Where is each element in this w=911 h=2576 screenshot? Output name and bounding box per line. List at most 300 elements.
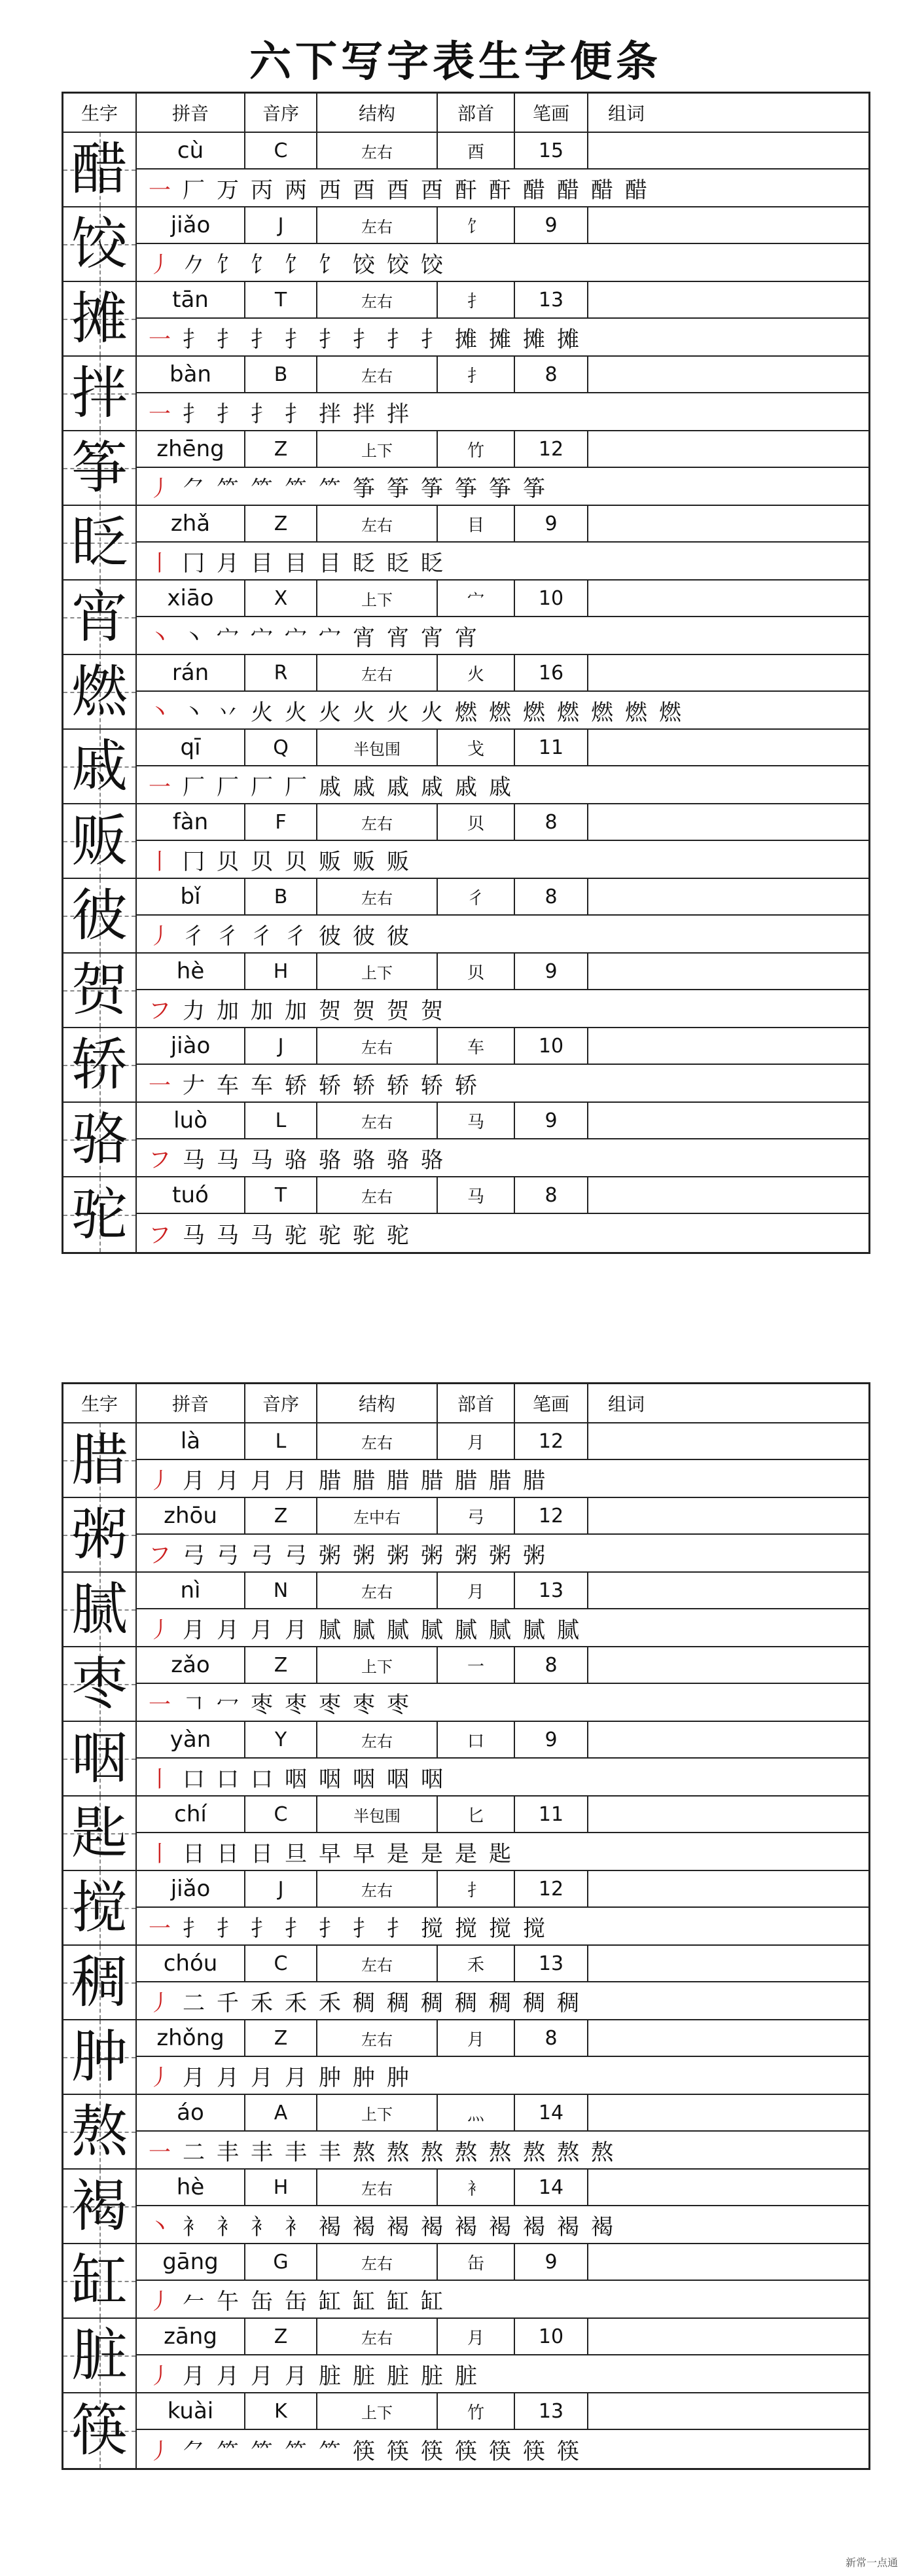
stroke-step: 缸 xyxy=(421,2288,443,2315)
stroke-count-cell: 14 xyxy=(515,2170,588,2205)
stroke-step: 丿 xyxy=(149,923,171,950)
stroke-step: 褐 xyxy=(387,2213,409,2240)
stroke-step: 丿 xyxy=(149,2363,171,2389)
stroke-step: 轿 xyxy=(285,1072,307,1099)
stroke-step: 粥 xyxy=(353,1542,375,1569)
character-entry xyxy=(63,1028,868,1103)
stroke-step: 扌 xyxy=(353,1915,375,1942)
info-row xyxy=(137,506,868,543)
structure-cell: 左右 xyxy=(317,1028,438,1064)
pinyin-cell: chí xyxy=(137,1797,245,1832)
stroke-step: 宀 xyxy=(251,624,273,651)
large-character: 肿 xyxy=(71,2024,128,2090)
stroke-step: 酐 xyxy=(455,177,477,204)
character-grid xyxy=(63,1028,137,1101)
stroke-step: 丙 xyxy=(251,177,273,204)
initial-cell: J xyxy=(245,1871,317,1906)
stroke-step: 一 xyxy=(149,1915,171,1942)
stroke-step: 厂 xyxy=(217,774,239,800)
stroke-step: 禾 xyxy=(251,1990,273,2016)
stroke-count-cell: 9 xyxy=(515,1722,588,1757)
words-cell[interactable] xyxy=(588,1722,868,1757)
stroke-count-cell: 14 xyxy=(515,2095,588,2130)
character-grid xyxy=(63,1871,137,1944)
header-strokes: 笔画 xyxy=(515,94,588,132)
character-entry xyxy=(63,1573,868,1647)
structure-cell: 上下 xyxy=(317,954,438,989)
stroke-step: 腻 xyxy=(489,1617,511,1643)
stroke-step: 衤 xyxy=(217,2213,239,2240)
stroke-count-cell: 13 xyxy=(515,1573,588,1608)
character-grid xyxy=(63,730,137,803)
stroke-order-row xyxy=(137,1609,868,1646)
radical-cell: 月 xyxy=(438,1573,515,1608)
stroke-step: ⺮ xyxy=(217,475,239,502)
stroke-step: 粥 xyxy=(421,1542,443,1569)
structure-cell: 左右 xyxy=(317,655,438,690)
entry-details xyxy=(137,1946,868,2019)
header-character: 生字 xyxy=(63,94,137,132)
stroke-step: 缸 xyxy=(387,2288,409,2315)
stroke-count-cell: 10 xyxy=(515,581,588,616)
large-character: 搅 xyxy=(71,1875,128,1941)
stroke-step: 冂 xyxy=(183,848,205,875)
stroke-order-row xyxy=(137,468,868,505)
stroke-step: 旦 xyxy=(285,1840,307,1867)
entry-details xyxy=(137,431,868,505)
info-row xyxy=(137,2020,868,2057)
stroke-step: 戚 xyxy=(455,774,477,800)
structure-cell: 左中右 xyxy=(317,1498,438,1533)
stroke-step: 驼 xyxy=(319,1222,341,1249)
stroke-step: 禾 xyxy=(285,1990,307,2016)
stroke-order-row xyxy=(137,2132,868,2168)
stroke-step: 筷 xyxy=(387,2438,409,2465)
large-character: 燃 xyxy=(71,659,128,724)
radical-cell: 彳 xyxy=(438,879,515,914)
words-cell[interactable] xyxy=(588,1423,868,1459)
stroke-step: 酉 xyxy=(421,177,443,204)
pinyin-cell: hè xyxy=(137,954,245,989)
words-cell[interactable] xyxy=(588,1103,868,1138)
stroke-step: 脏 xyxy=(421,2363,443,2389)
stroke-count-cell: 16 xyxy=(515,655,588,690)
words-cell[interactable] xyxy=(588,2095,868,2130)
stroke-step: 弓 xyxy=(285,1542,307,1569)
stroke-step: 驼 xyxy=(353,1222,375,1249)
words-cell[interactable] xyxy=(588,282,868,317)
stroke-order-row xyxy=(137,841,868,878)
stroke-step: 搅 xyxy=(421,1915,443,1942)
words-cell[interactable] xyxy=(588,804,868,840)
info-row xyxy=(137,1103,868,1139)
stroke-step: 饣 xyxy=(319,251,341,278)
initial-cell: L xyxy=(245,1103,317,1138)
stroke-order-row xyxy=(137,2206,868,2243)
stroke-step: 褐 xyxy=(319,2213,341,2240)
radical-cell: 酉 xyxy=(438,133,515,168)
header-words: 组词 xyxy=(608,103,645,124)
words-cell[interactable] xyxy=(588,1028,868,1064)
stroke-step: 褐 xyxy=(489,2213,511,2240)
words-cell[interactable] xyxy=(588,730,868,765)
character-entry xyxy=(63,1797,868,1871)
character-entry xyxy=(63,1103,868,1177)
stroke-step: 是 xyxy=(455,1840,477,1867)
stroke-count-cell: 8 xyxy=(515,804,588,840)
radical-cell: 竹 xyxy=(438,431,515,467)
words-cell[interactable] xyxy=(588,357,868,392)
words-cell[interactable] xyxy=(588,1871,868,1906)
stroke-step: 枣 xyxy=(353,1691,375,1718)
structure-cell: 半包围 xyxy=(317,730,438,765)
stroke-count-cell: 8 xyxy=(515,357,588,392)
character-entry xyxy=(63,804,868,879)
stroke-step: 筷 xyxy=(353,2438,375,2465)
stroke-step: 脏 xyxy=(319,2363,341,2389)
large-character: 贺 xyxy=(71,957,128,1023)
words-cell[interactable] xyxy=(588,2319,868,2354)
words-cell[interactable] xyxy=(588,431,868,467)
stroke-step: 丨 xyxy=(149,1840,171,1867)
stroke-step: 弓 xyxy=(183,1542,205,1569)
structure-cell: 左右 xyxy=(317,1946,438,1981)
pinyin-cell: áo xyxy=(137,2095,245,2130)
stroke-step: ⺮ xyxy=(217,2438,239,2465)
entry-details xyxy=(137,954,868,1027)
stroke-step: 扌 xyxy=(387,326,409,353)
stroke-order-row xyxy=(137,319,868,355)
stroke-step: 扌 xyxy=(285,1915,307,1942)
stroke-step: 两 xyxy=(285,177,307,204)
initial-cell: C xyxy=(245,1797,317,1832)
entry-details xyxy=(137,655,868,728)
words-cell[interactable] xyxy=(588,506,868,541)
stroke-step: 彼 xyxy=(387,923,409,950)
words-cell[interactable] xyxy=(588,581,868,616)
entry-details xyxy=(137,207,868,281)
stroke-step: 扌 xyxy=(319,326,341,353)
stroke-step: 日 xyxy=(217,1840,239,1867)
character-grid xyxy=(63,1797,137,1870)
character-grid xyxy=(63,431,137,505)
stroke-step: 贝 xyxy=(251,848,273,875)
character-grid xyxy=(63,133,137,206)
info-row xyxy=(137,1573,868,1609)
stroke-step: 加 xyxy=(217,997,239,1024)
stroke-step: 马 xyxy=(217,1147,239,1173)
info-row xyxy=(137,879,868,916)
stroke-step: 丿 xyxy=(149,251,171,278)
info-row xyxy=(137,207,868,244)
stroke-count-cell: 10 xyxy=(515,1028,588,1064)
stroke-step: 饣 xyxy=(251,251,273,278)
pinyin-cell: zhǎ xyxy=(137,506,245,541)
stroke-step: 月 xyxy=(251,1617,273,1643)
character-grid xyxy=(63,282,137,355)
stroke-step: 彳 xyxy=(217,923,239,950)
info-row xyxy=(137,2170,868,2206)
character-grid xyxy=(63,207,137,281)
stroke-step: 熬 xyxy=(421,2139,443,2166)
stroke-step: ⺮ xyxy=(251,2438,273,2465)
stroke-step: 冖 xyxy=(217,1691,239,1718)
stroke-step: 丶 xyxy=(149,2213,171,2240)
initial-cell: J xyxy=(245,1028,317,1064)
stroke-count-cell: 11 xyxy=(515,730,588,765)
stroke-step: 搅 xyxy=(455,1915,477,1942)
entry-details xyxy=(137,2020,868,2094)
stroke-step: 目 xyxy=(251,550,273,577)
radical-cell: 匕 xyxy=(438,1797,515,1832)
stroke-step: 宀 xyxy=(319,624,341,651)
entry-details xyxy=(137,2319,868,2392)
stroke-step: 一 xyxy=(149,1691,171,1718)
words-cell[interactable] xyxy=(588,2244,868,2280)
stroke-step: 筝 xyxy=(489,475,511,502)
words-cell[interactable] xyxy=(588,1946,868,1981)
stroke-step: 腻 xyxy=(557,1617,579,1643)
stroke-count-cell: 8 xyxy=(515,1647,588,1683)
words-cell[interactable] xyxy=(588,207,868,243)
initial-cell: Z xyxy=(245,1647,317,1683)
words-cell[interactable] xyxy=(588,2020,868,2056)
character-entry xyxy=(63,2170,868,2244)
header-structure: 结构 xyxy=(317,1384,438,1422)
stroke-step: 筝 xyxy=(421,475,443,502)
stroke-step: 褐 xyxy=(421,2213,443,2240)
stroke-step: 褐 xyxy=(557,2213,579,2240)
character-grid xyxy=(63,1423,137,1497)
radical-cell: 贝 xyxy=(438,954,515,989)
info-row xyxy=(137,2095,868,2132)
stroke-step: 月 xyxy=(251,2363,273,2389)
stroke-step: 日 xyxy=(183,1840,205,1867)
stroke-order-row xyxy=(137,916,868,952)
stroke-step: 是 xyxy=(387,1840,409,1867)
stroke-step: 加 xyxy=(285,997,307,1024)
initial-cell: H xyxy=(245,2170,317,2205)
character-entry xyxy=(63,357,868,431)
structure-cell: 左右 xyxy=(317,357,438,392)
structure-cell: 左右 xyxy=(317,1871,438,1906)
info-row xyxy=(137,1028,868,1065)
entry-details xyxy=(137,2095,868,2168)
words-cell[interactable] xyxy=(588,1573,868,1608)
stroke-step: 月 xyxy=(217,1467,239,1494)
character-entry xyxy=(63,133,868,207)
stroke-step: ⺮ xyxy=(285,475,307,502)
stroke-step: 稠 xyxy=(489,1990,511,2016)
words-cell[interactable] xyxy=(588,2393,868,2429)
character-table-1 xyxy=(62,92,870,1254)
stroke-step: 禾 xyxy=(319,1990,341,2016)
structure-cell: 左右 xyxy=(317,1423,438,1459)
stroke-step: 宀 xyxy=(217,624,239,651)
pinyin-cell: jiǎo xyxy=(137,207,245,243)
stroke-step: 月 xyxy=(217,2064,239,2091)
stroke-step: 骆 xyxy=(319,1147,341,1173)
stroke-step: 腊 xyxy=(489,1467,511,1494)
character-grid xyxy=(63,2020,137,2094)
stroke-step: 日 xyxy=(251,1840,273,1867)
large-character: 枣 xyxy=(71,1651,128,1717)
structure-cell: 左右 xyxy=(317,133,438,168)
stroke-step: 醋 xyxy=(591,177,613,204)
stroke-step: 枣 xyxy=(387,1691,409,1718)
character-grid xyxy=(63,1103,137,1176)
stroke-step: 筝 xyxy=(455,475,477,502)
info-row xyxy=(137,1722,868,1759)
character-grid xyxy=(63,2244,137,2317)
stroke-step: 腻 xyxy=(455,1617,477,1643)
structure-cell: 上下 xyxy=(317,1647,438,1683)
info-row xyxy=(137,954,868,990)
pinyin-cell: xiāo xyxy=(137,581,245,616)
stroke-step: 醋 xyxy=(625,177,647,204)
stroke-step: フ xyxy=(149,1147,171,1173)
stroke-step: 稠 xyxy=(455,1990,477,2016)
stroke-step: 驼 xyxy=(387,1222,409,1249)
stroke-step: 咽 xyxy=(353,1766,375,1793)
stroke-step: 戚 xyxy=(319,774,341,800)
pinyin-cell: cù xyxy=(137,133,245,168)
stroke-step: 丿 xyxy=(149,1617,171,1643)
words-cell[interactable] xyxy=(588,1498,868,1533)
initial-cell: Z xyxy=(245,2319,317,2354)
character-grid xyxy=(63,1498,137,1571)
radical-cell: 车 xyxy=(438,1028,515,1064)
stroke-order-row xyxy=(137,2430,868,2468)
stroke-step: 马 xyxy=(251,1147,273,1173)
stroke-step: 𠂊 xyxy=(183,251,205,278)
stroke-step: 褐 xyxy=(353,2213,375,2240)
info-row xyxy=(137,581,868,617)
stroke-step: 马 xyxy=(217,1222,239,1249)
stroke-order-row xyxy=(137,990,868,1027)
stroke-step: 丶 xyxy=(183,624,205,651)
stroke-step: 扌 xyxy=(251,401,273,427)
entry-details xyxy=(137,1103,868,1176)
stroke-step: 彼 xyxy=(319,923,341,950)
stroke-step: 丨 xyxy=(149,550,171,577)
stroke-step: 午 xyxy=(217,2288,239,2315)
radical-cell: 扌 xyxy=(438,1871,515,1906)
stroke-count-cell: 9 xyxy=(515,2244,588,2280)
pinyin-cell: yàn xyxy=(137,1722,245,1757)
stroke-step: 贩 xyxy=(353,848,375,875)
words-cell[interactable] xyxy=(588,954,868,989)
initial-cell: B xyxy=(245,879,317,914)
initial-cell: J xyxy=(245,207,317,243)
words-cell[interactable] xyxy=(588,879,868,914)
info-row xyxy=(137,282,868,319)
stroke-step: 火 xyxy=(353,699,375,726)
stroke-step: フ xyxy=(149,1222,171,1249)
stroke-step: 熬 xyxy=(489,2139,511,2166)
stroke-order-row xyxy=(137,543,868,579)
large-character: 匙 xyxy=(71,1800,128,1866)
stroke-step: 丿 xyxy=(149,2438,171,2465)
initial-cell: N xyxy=(245,1573,317,1608)
stroke-count-cell: 8 xyxy=(515,879,588,914)
stroke-step: 粥 xyxy=(489,1542,511,1569)
pinyin-cell: zhōu xyxy=(137,1498,245,1533)
words-cell[interactable] xyxy=(588,1797,868,1832)
stroke-step: 咽 xyxy=(285,1766,307,1793)
large-character: 贩 xyxy=(71,808,128,874)
initial-cell: H xyxy=(245,954,317,989)
large-character: 轿 xyxy=(71,1032,128,1098)
header-words: 组词 xyxy=(608,1393,645,1415)
stroke-step: 腻 xyxy=(523,1617,545,1643)
character-grid xyxy=(63,2170,137,2243)
stroke-step: 熬 xyxy=(523,2139,545,2166)
entry-details xyxy=(137,581,868,654)
stroke-step: 扌 xyxy=(319,1915,341,1942)
stroke-step: 熬 xyxy=(591,2139,613,2166)
stroke-order-row xyxy=(137,244,868,281)
stroke-step: 拌 xyxy=(319,401,341,427)
words-cell[interactable] xyxy=(588,1647,868,1683)
character-grid xyxy=(63,506,137,579)
words-cell[interactable] xyxy=(588,655,868,690)
character-entry xyxy=(63,2319,868,2393)
stroke-step: 贝 xyxy=(285,848,307,875)
entry-details xyxy=(137,1871,868,1944)
initial-cell: B xyxy=(245,357,317,392)
stroke-step: 轿 xyxy=(353,1072,375,1099)
stroke-step: 车 xyxy=(217,1072,239,1099)
stroke-step: 酉 xyxy=(387,177,409,204)
stroke-step: 丰 xyxy=(319,2139,341,2166)
pinyin-cell: zhēng xyxy=(137,431,245,467)
character-grid xyxy=(63,357,137,430)
pinyin-cell: zǎo xyxy=(137,1647,245,1683)
info-row xyxy=(137,2393,868,2430)
header-pinyin: 拼音 xyxy=(137,94,245,132)
stroke-step: 口 xyxy=(217,1766,239,1793)
stroke-step: 月 xyxy=(183,2363,205,2389)
pinyin-cell: kuài xyxy=(137,2393,245,2429)
character-entry xyxy=(63,2095,868,2170)
stroke-count-cell: 12 xyxy=(515,1871,588,1906)
stroke-step: 筷 xyxy=(421,2438,443,2465)
info-row xyxy=(137,1797,868,1833)
initial-cell: G xyxy=(245,2244,317,2280)
stroke-step: 腊 xyxy=(353,1467,375,1494)
words-cell[interactable] xyxy=(588,1177,868,1213)
stroke-step: 腊 xyxy=(319,1467,341,1494)
character-entry xyxy=(63,1498,868,1573)
initial-cell: Z xyxy=(245,1498,317,1533)
info-row xyxy=(137,431,868,468)
stroke-count-cell: 15 xyxy=(515,133,588,168)
stroke-step: 筝 xyxy=(523,475,545,502)
stroke-order-row xyxy=(137,1684,868,1721)
large-character: 摊 xyxy=(71,286,128,351)
info-row xyxy=(137,1871,868,1908)
stroke-order-row xyxy=(137,1460,868,1497)
words-cell[interactable] xyxy=(588,133,868,168)
stroke-step: 轿 xyxy=(387,1072,409,1099)
info-row xyxy=(137,357,868,393)
stroke-step: 筷 xyxy=(523,2438,545,2465)
stroke-step: 扌 xyxy=(251,326,273,353)
stroke-step: 咽 xyxy=(319,1766,341,1793)
stroke-step: 一 xyxy=(149,2139,171,2166)
words-cell[interactable] xyxy=(588,2170,868,2205)
